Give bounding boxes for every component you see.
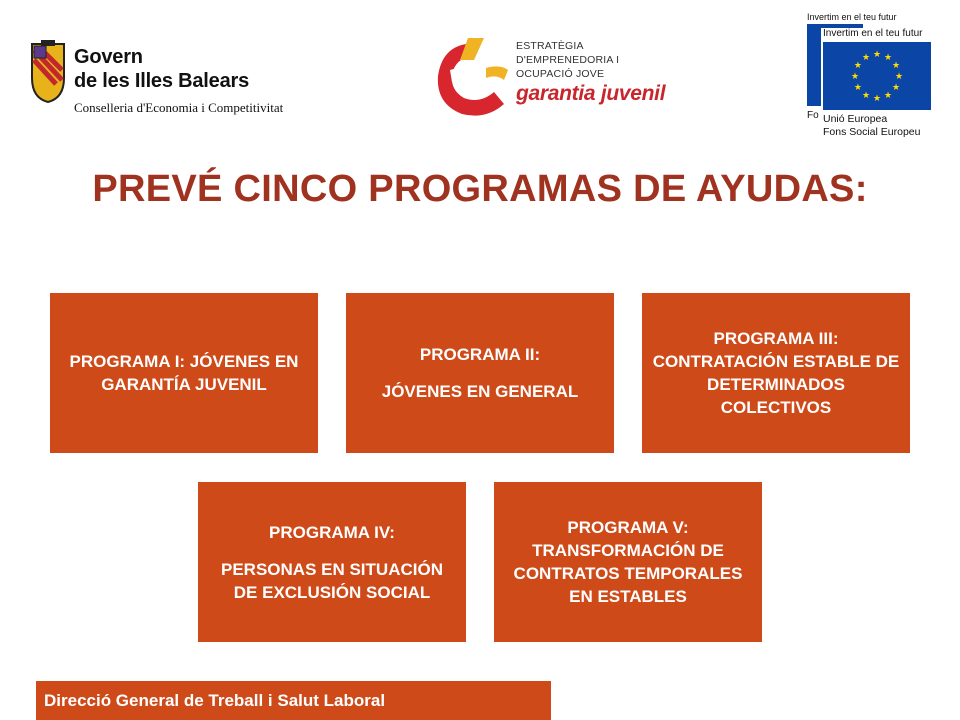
garantia-line-3: OCUPACIÓ JOVE [516,68,605,80]
balearic-shield-icon [28,40,68,104]
eu-star-icon: ★ [853,61,862,71]
eu-back-caption: Invertim en el teu futur [807,12,897,22]
govern-line-3: Conselleria d'Economia i Competitivitat [74,100,284,115]
govern-illes-balears-logo [28,40,318,120]
garantia-juvenil-mark-icon [428,34,514,124]
eu-front-line-1: Unió Europea [823,113,888,125]
eu-logo-front [821,28,933,140]
eu-star-icon: ★ [883,52,893,63]
eu-star-icon: ★ [892,83,901,93]
program-4-line-2: PERSONAS EN SITUACIÓN DE EXCLUSIÓN SOCIAL [221,559,443,602]
garantia-line-1: ESTRATÈGIA [516,40,584,52]
eu-back-footer: Fo [807,110,819,121]
eu-star-icon: ★ [861,91,871,102]
eu-star-icon: ★ [883,91,893,102]
program-5-line-1: PROGRAMA V: TRANSFORMACIÓN DE CONTRATOS TEMPORALES EN ESTABLES [513,518,743,606]
garantia-brand: garantia juvenil [516,82,666,105]
eu-star-icon: ★ [872,94,882,104]
program-4-line-1: PROGRAMA IV: [269,522,395,542]
eu-star-icon: ★ [850,72,860,82]
eu-social-fund-logo [805,12,933,140]
program-box-5 [494,482,762,642]
program-box-4 [198,482,466,642]
govern-line-1: Govern [74,46,143,68]
footer-department: Direcció General de Treball i Salut Laboral [36,681,551,720]
eu-star-icon: ★ [853,83,862,93]
program-box-2 [346,293,614,453]
program-1-line-1: PROGRAMA I: JÓVENES EN GARANTÍA JUVENIL [69,352,299,394]
eu-star-icon: ★ [892,61,901,71]
program-box-3 [642,293,910,453]
page-title: PREVÉ CINCO PROGRAMAS DE AYUDAS: [92,168,868,210]
eu-star-icon: ★ [861,52,871,63]
garantia-line-2: D'EMPRENEDORIA I [516,54,620,66]
program-3-line-1: PROGRAMA III: CONTRATACIÓN ESTABLE DE DETERMINADOS COLECTIVOS [652,329,900,417]
program-2-line-1: PROGRAMA II: [419,345,541,364]
eu-stars-icon [823,42,931,110]
eu-flag-icon [823,42,931,110]
eu-star-icon: ★ [872,50,882,60]
eu-star-icon: ★ [894,72,904,82]
program-2-line-2: JÓVENES EN GENERAL [381,382,579,401]
eu-front-line-2: Fons Social Europeu [823,126,921,138]
program-box-1 [50,293,318,453]
govern-line-2: de les Illes Balears [74,70,250,92]
eu-front-caption: Invertim en el teu futur [823,28,923,39]
garantia-juvenil-logo [428,34,666,124]
